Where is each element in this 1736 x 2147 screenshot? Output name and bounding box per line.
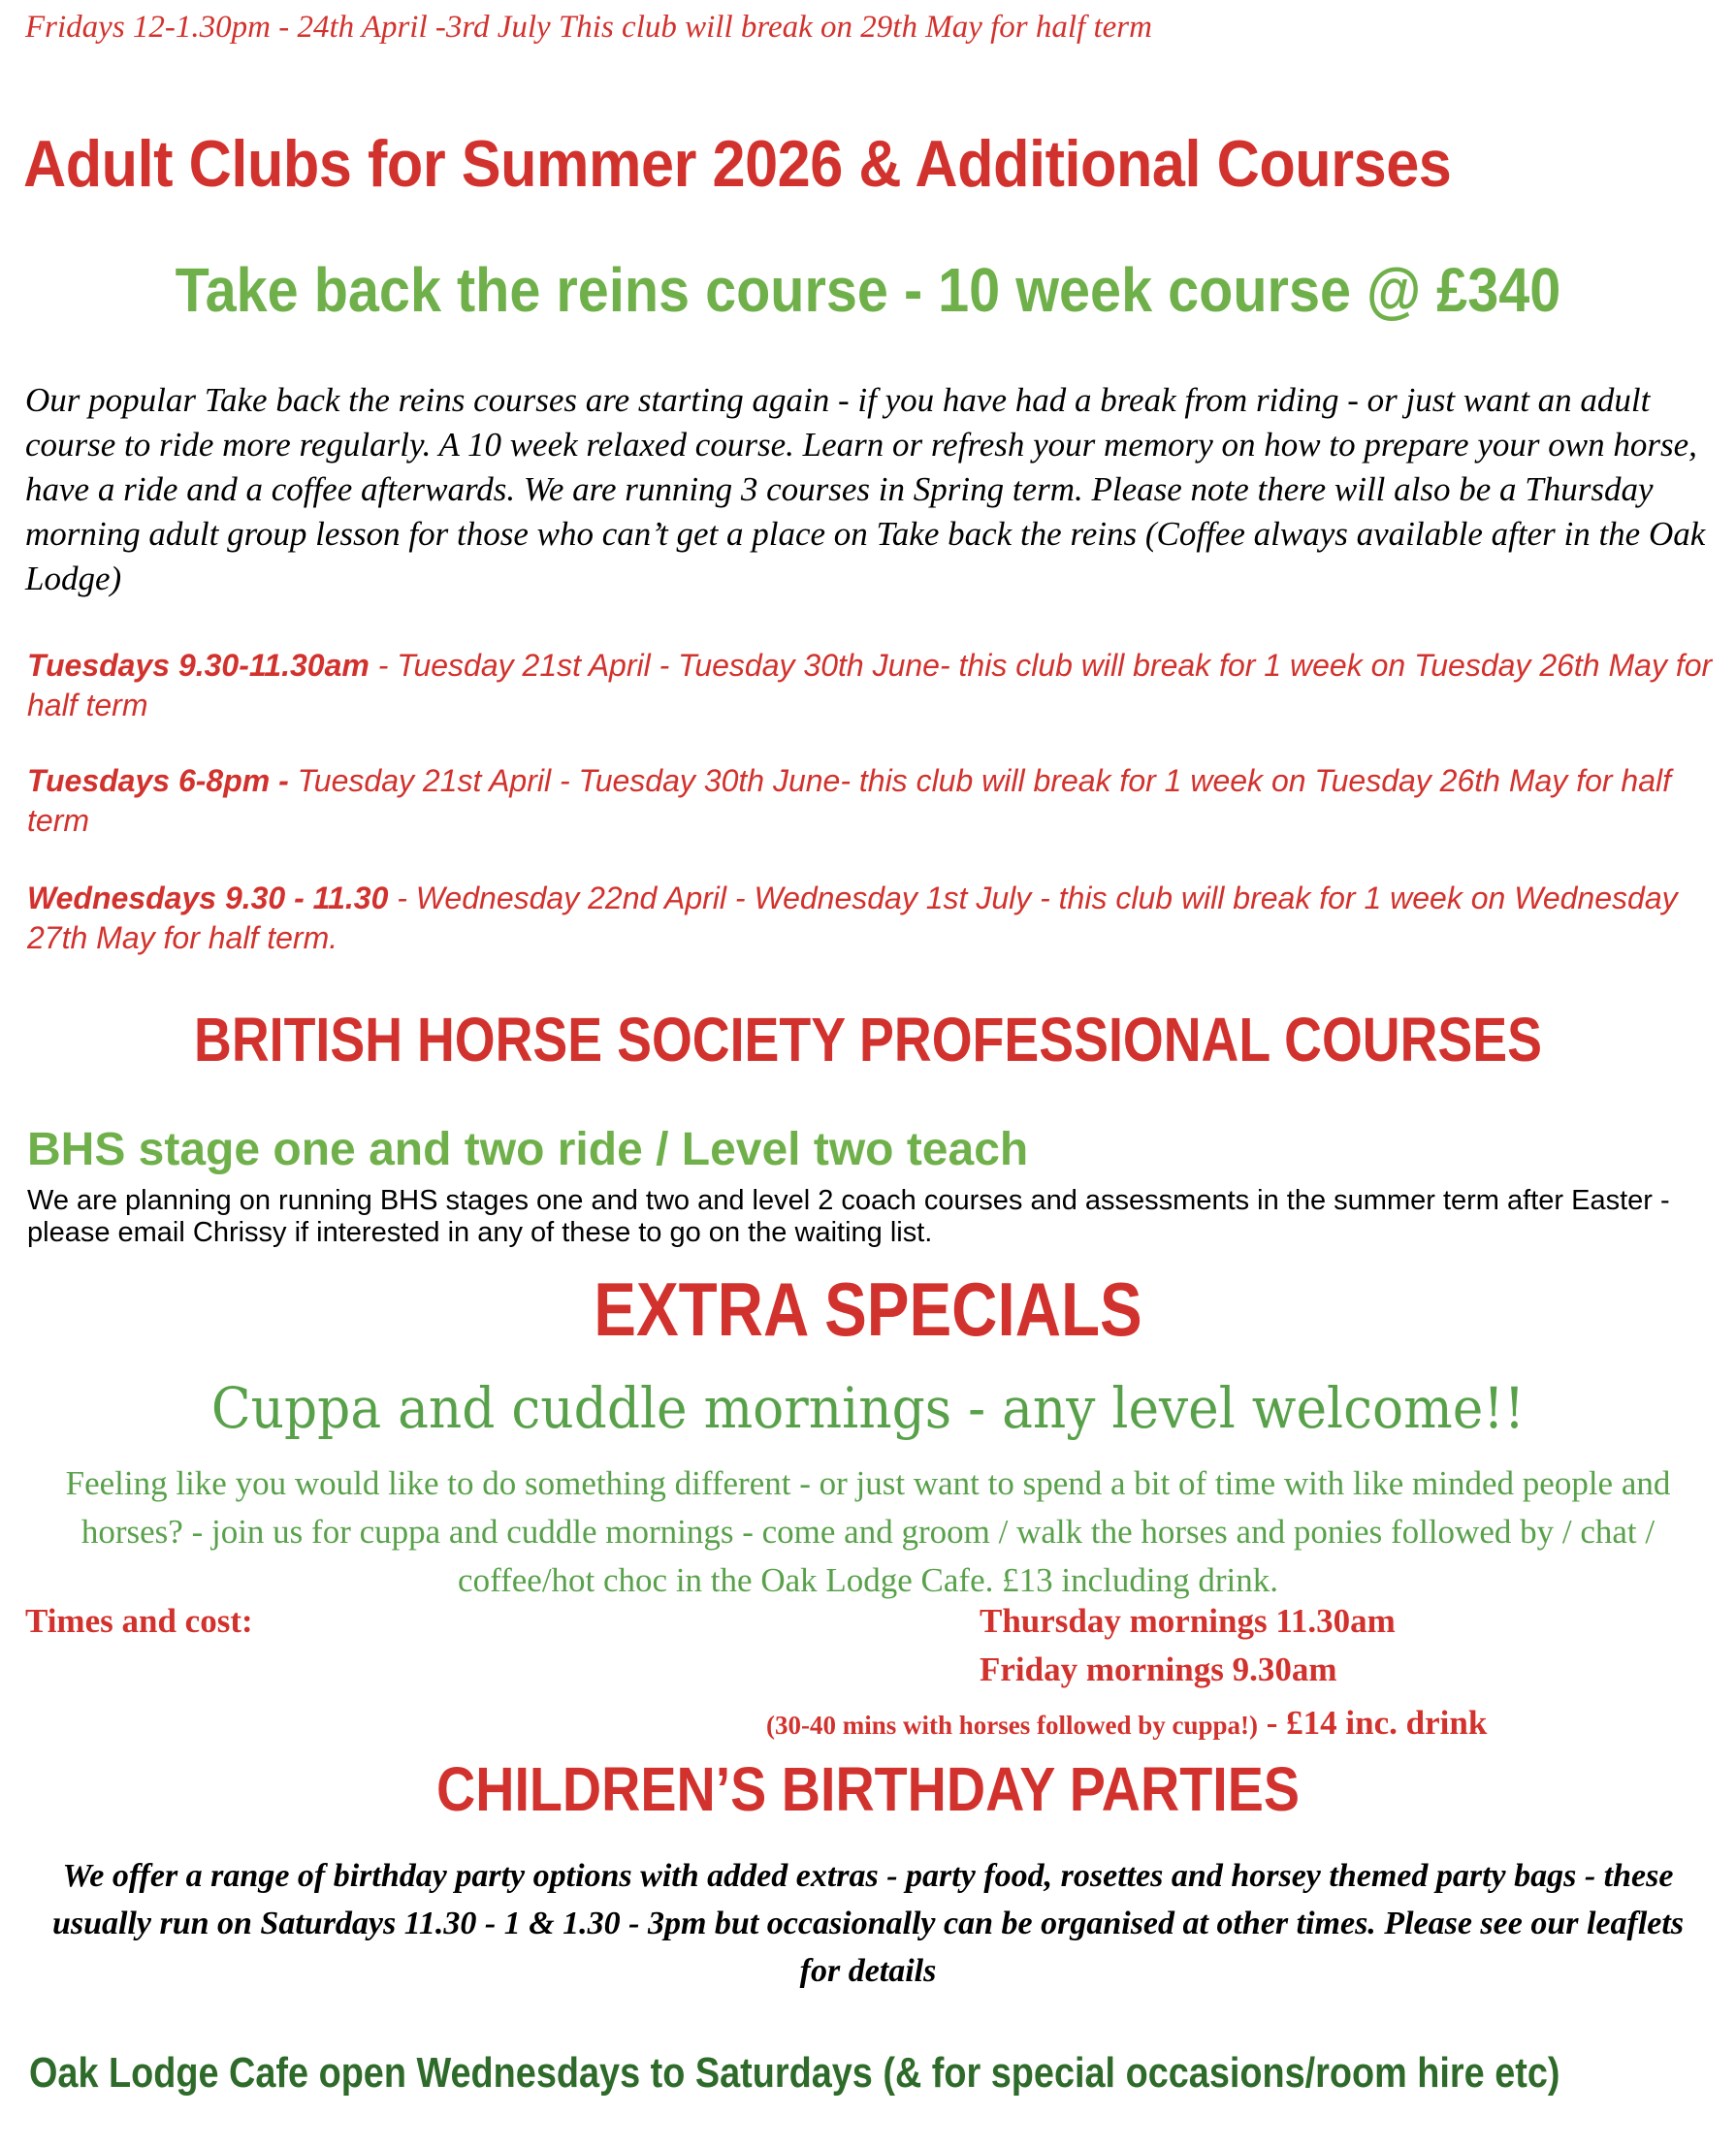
friday-club-note: Fridays 12-1.30pm - 24th April -3rd July This club will break on 29th May for half term: [25, 10, 1152, 45]
take-back-reins-heading-text: Take back the reins course - 10 week course @ £340: [175, 255, 1561, 325]
schedule-wednesday-morning: [27, 879, 1715, 958]
cuppa-cost: [766, 1704, 1487, 1743]
adult-clubs-heading: Adult Clubs for Summer 2026 & Additional Courses: [23, 127, 1452, 201]
cuppa-description: Feeling like you would like to do something different - or just want to spend a bit of time with like minded people and horses? - join us for cuppa and cuddle mornings - come and groom / walk the horses and ponies followed by / chat / coffee/hot choc in the Oak Lodge Cafe. £13 including drink.: [65, 1464, 1671, 1599]
take-back-reins-heading: [87, 254, 1650, 326]
schedule-day: Tuesdays 9.30-11.30am: [27, 648, 378, 683]
schedule-day: Wednesdays 9.30 - 11.30: [27, 881, 389, 915]
take-back-reins-description: Our popular Take back the reins courses are starting again - if you have had a break from riding - or just want an adult course to ride more regularly. A 10 week relaxed course. Learn or refresh your memory on how to prepare your own horse, have a ride and a coffee afterwards. We are running 3 courses in Spring term. Please note there will also be a Thursday morning adult group lesson for those who can’t get a place on Take back the reins (Coffee always available after in the Oak Lodge): [25, 381, 1706, 597]
birthday-parties-heading: [0, 1753, 1736, 1825]
thursday-time: Thursday mornings 11.30am: [980, 1602, 1396, 1640]
friday-time: Friday mornings 9.30am: [980, 1650, 1337, 1688]
schedule-detail: Tuesday 21st April - Tuesday 30th June- this club will break for 1 week on Tuesday 26th May for half term: [27, 763, 1672, 838]
bhs-subheading: BHS stage one and two ride / Level two teach: [27, 1124, 1029, 1175]
schedule-detail: - Tuesday 21st April - Tuesday 30th June- this club will break for 1 week on Tuesday 26th May for half term: [27, 648, 1713, 722]
schedule-tuesday-evening: [27, 761, 1715, 841]
schedule-tuesday-morning: [27, 646, 1715, 725]
schedule-day: Tuesdays 6-8pm -: [27, 763, 298, 798]
bhs-heading-text: BRITISH HORSE SOCIETY PROFESSIONAL COURSES: [193, 1005, 1543, 1074]
birthday-parties-heading-text: CHILDREN’S BIRTHDAY PARTIES: [436, 1754, 1300, 1824]
cuppa-heading: [0, 1375, 1736, 1441]
birthday-parties-description: We offer a range of birthday party options with added extras - party food, rosettes and horsey themed party bags - these usually run on Saturdays 11.30 - 1 & 1.30 - 3pm but occasionally can be organised at other times. Please see our leaflets for details: [51, 1858, 1685, 1989]
times-cost-label: Times and cost:: [25, 1602, 253, 1640]
extra-specials-heading-text: EXTRA SPECIALS: [594, 1266, 1142, 1352]
cost-note: (30-40 mins with horses followed by cuppa!): [766, 1711, 1259, 1740]
bhs-description: We are planning on running BHS stages one and two and level 2 coach courses and assessments in the summer term after Easter - please email Chrissy if interested in any of these to go on the waiting list.: [27, 1185, 1670, 1248]
extra-specials-heading: [0, 1266, 1736, 1354]
schedule-detail: - Wednesday 22nd April - Wednesday 1st July - this club will break for 1 week on Wednesday 27th May for half term.: [27, 881, 1678, 955]
cafe-opening-note: Oak Lodge Cafe open Wednesdays to Saturdays (& for special occasions/room hire etc): [29, 2049, 1560, 2097]
cuppa-heading-text: Cuppa and cuddle mornings - any level welcome!!: [210, 1375, 1526, 1441]
cost-price: - £14 inc. drink: [1258, 1704, 1488, 1742]
bhs-heading: [0, 1004, 1736, 1075]
